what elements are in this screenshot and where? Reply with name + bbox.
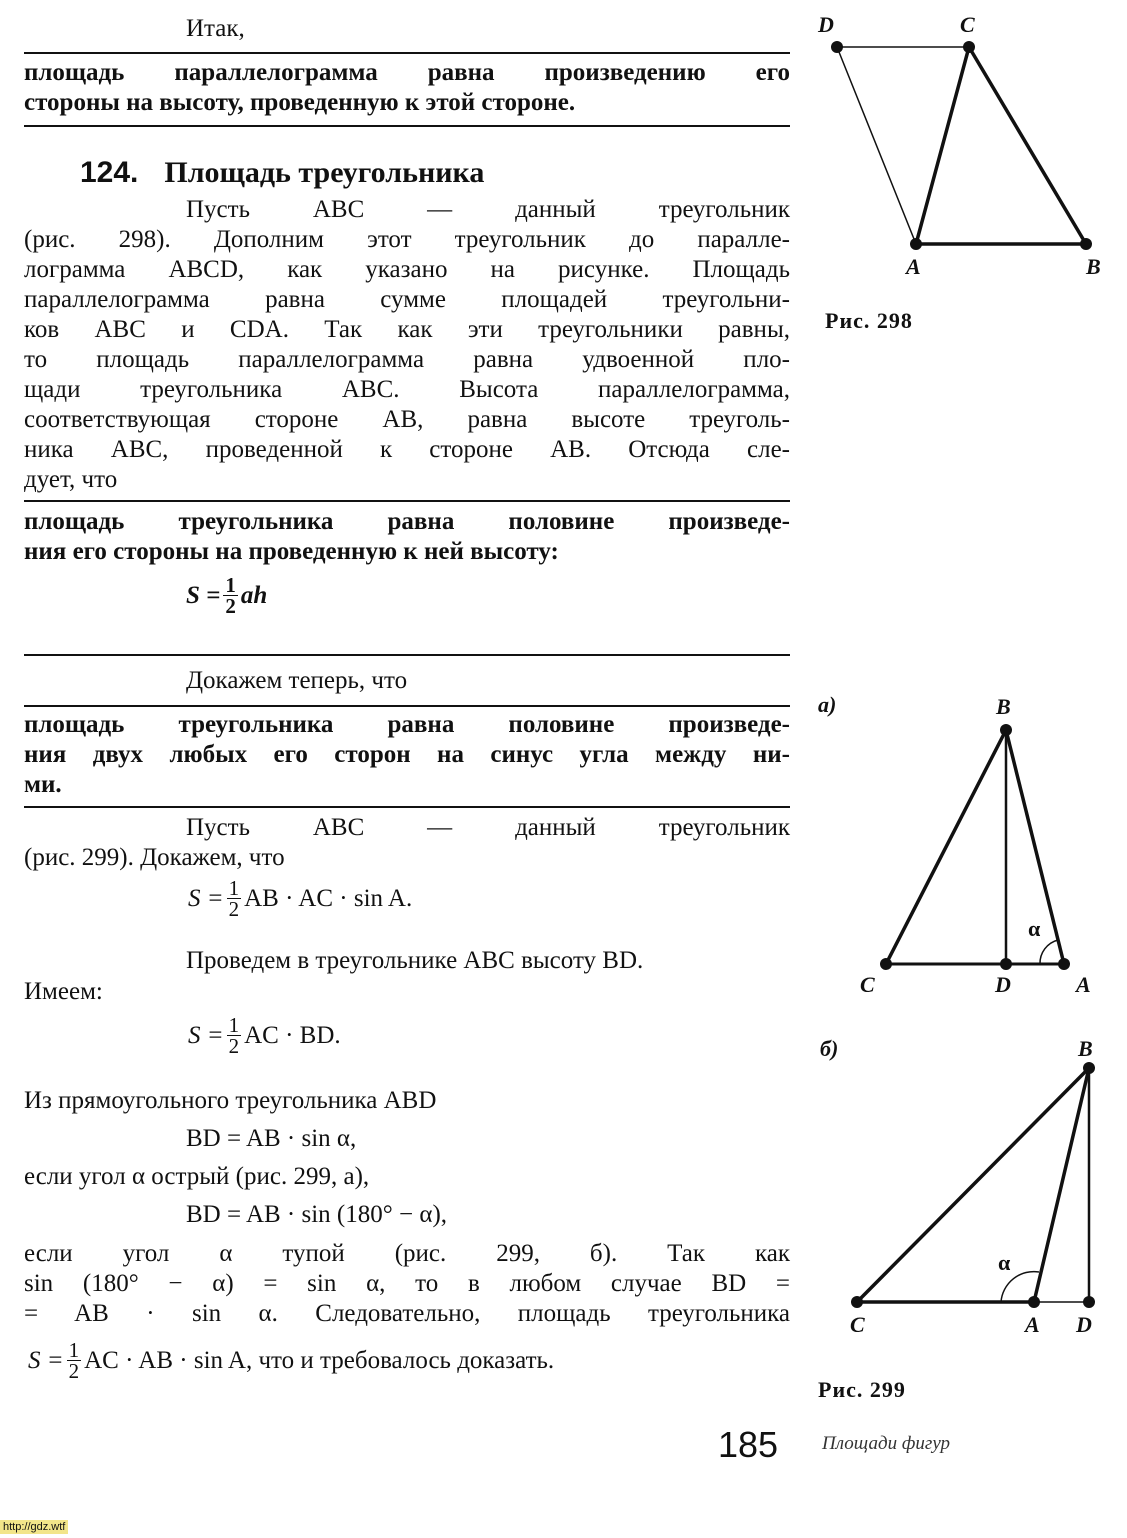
figure-299a-tag: а)	[818, 692, 837, 717]
figure-298-caption: Рис. 298	[825, 308, 913, 333]
figure-298-parallelogram	[800, 0, 1127, 300]
numerator: 1	[225, 573, 236, 597]
para1-line: соответствующая стороне AB, равна высоте треуголь-	[24, 406, 790, 433]
label-C: C	[850, 1312, 865, 1337]
itak-text: Итак,	[186, 15, 245, 42]
conclusion-line: sin (180° − α) = sin α, то в любом случае BD =	[24, 1270, 790, 1297]
denominator: 2	[228, 1034, 240, 1058]
denominator: 2	[225, 594, 236, 618]
page-number: 185	[718, 1424, 779, 1465]
fraction	[227, 1015, 242, 1056]
formula-tail: , что и требовалось доказать.	[245, 1346, 555, 1374]
theorem3-line: ми.	[24, 771, 62, 798]
conclusion-line: если угол α тупой (рис. 299, б). Так как	[24, 1240, 790, 1267]
figure-299-caption: Рис. 299	[818, 1377, 906, 1402]
formula-lhs: S =	[28, 1346, 64, 1374]
formula-rhs: ah	[240, 581, 268, 609]
label-A: A	[1025, 1312, 1040, 1337]
para1-line: параллелограмма равна сумме площадей треугольни-	[24, 286, 790, 313]
label-D: D	[1076, 1312, 1092, 1337]
para1-line: Пусть ABC — данный треугольник	[186, 196, 790, 223]
divider	[24, 705, 790, 707]
para1-line: ника ABC, проведенной к стороне AB. Отсюда сле-	[24, 436, 790, 463]
para1-line: щади треугольника ABC. Высота параллелограмма,	[24, 376, 790, 403]
theorem1-line2: стороны на высоту, проведенную к этой стороне.	[24, 89, 576, 116]
para1-line: дует, что	[24, 466, 118, 493]
theorem2-line: площадь треугольника равна половине произведе-	[24, 508, 790, 535]
divider	[24, 52, 790, 54]
para1-line: (рис. 298). Дополним этот треугольник до паралле-	[24, 226, 790, 253]
formula-rhs: AC · AB · sin A	[84, 1346, 246, 1374]
label-alpha: α	[998, 1250, 1011, 1275]
running-head: Площади фигур	[822, 1433, 950, 1454]
theorem1-line1: площадь параллелограмма равна произведению его	[24, 59, 790, 86]
theorem2-line: ния его стороны на проведенную к ней высоту:	[24, 538, 559, 565]
para1-line: лограмма ABCD, как указано на рисунке. Площадь	[24, 256, 790, 283]
label-C: C	[860, 972, 875, 997]
divider	[24, 806, 790, 808]
numerator: 1	[228, 1013, 240, 1037]
figure-299b-triangle	[800, 1020, 1127, 1340]
watermark-link[interactable]: http://gdz.wtf	[0, 1520, 68, 1534]
fraction	[67, 1340, 82, 1381]
formula-lhs: S =	[186, 581, 221, 609]
numerator: 1	[68, 1338, 80, 1362]
eq-obtuse: BD = AB · sin (180° − α),	[186, 1201, 448, 1228]
formula-goal	[188, 878, 412, 919]
para2-line: Пусть ABC — данный треугольник	[186, 814, 790, 841]
divider	[24, 125, 790, 127]
label-D: D	[995, 972, 1011, 997]
label-C: C	[960, 12, 975, 37]
numerator: 1	[228, 876, 240, 900]
figure-299a-triangle	[800, 680, 1127, 1010]
denominator: 2	[228, 897, 240, 921]
figure-299b-tag: б)	[820, 1036, 839, 1061]
formula-bd	[188, 1015, 341, 1056]
formula-rhs: AC · BD.	[244, 1021, 341, 1049]
theorem3-line: площадь треугольника равна половине произведе-	[24, 711, 790, 738]
label-B: B	[996, 694, 1011, 719]
divider	[24, 500, 790, 502]
theorem3-line: ния двух любых его сторон на синус угла между ни-	[24, 741, 790, 768]
section-title: Площадь треугольника	[164, 156, 485, 189]
para1-line: ков ABC и CDA. Так как эти треугольники равны,	[24, 316, 790, 343]
section-number: 124.	[80, 156, 139, 189]
label-A: A	[1076, 972, 1091, 997]
para1-line: то площадь параллелограмма равна удвоенной пло-	[24, 346, 790, 373]
label-B: B	[1078, 1036, 1093, 1061]
formula-lhs: S =	[188, 1021, 224, 1049]
section-heading	[80, 156, 484, 190]
have-text: Имеем:	[24, 978, 103, 1005]
if-acute-text: если угол α острый (рис. 299, а),	[24, 1163, 370, 1190]
para2-line: (рис. 299). Докажем, что	[24, 844, 285, 871]
label-B: B	[1086, 254, 1101, 279]
formula-final	[28, 1340, 554, 1381]
altitude-text: Проведем в треугольнике ABC высоту BD.	[186, 947, 644, 974]
prove-now-text: Докажем теперь, что	[186, 667, 408, 694]
eq-acute: BD = AB · sin α,	[186, 1125, 357, 1152]
label-alpha: α	[1028, 916, 1041, 941]
fraction	[223, 575, 238, 616]
label-A: A	[906, 254, 921, 279]
fraction	[227, 878, 242, 919]
divider	[24, 654, 790, 656]
denominator: 2	[68, 1359, 80, 1383]
from-right-text: Из прямоугольного треугольника ABD	[24, 1087, 437, 1114]
conclusion-line: = AB · sin α. Следовательно, площадь треугольника	[24, 1300, 790, 1327]
formula-lhs: S =	[188, 884, 224, 912]
label-D: D	[818, 12, 834, 37]
formula-rhs: AB · AC · sin A.	[244, 884, 413, 912]
formula-area	[186, 575, 267, 616]
